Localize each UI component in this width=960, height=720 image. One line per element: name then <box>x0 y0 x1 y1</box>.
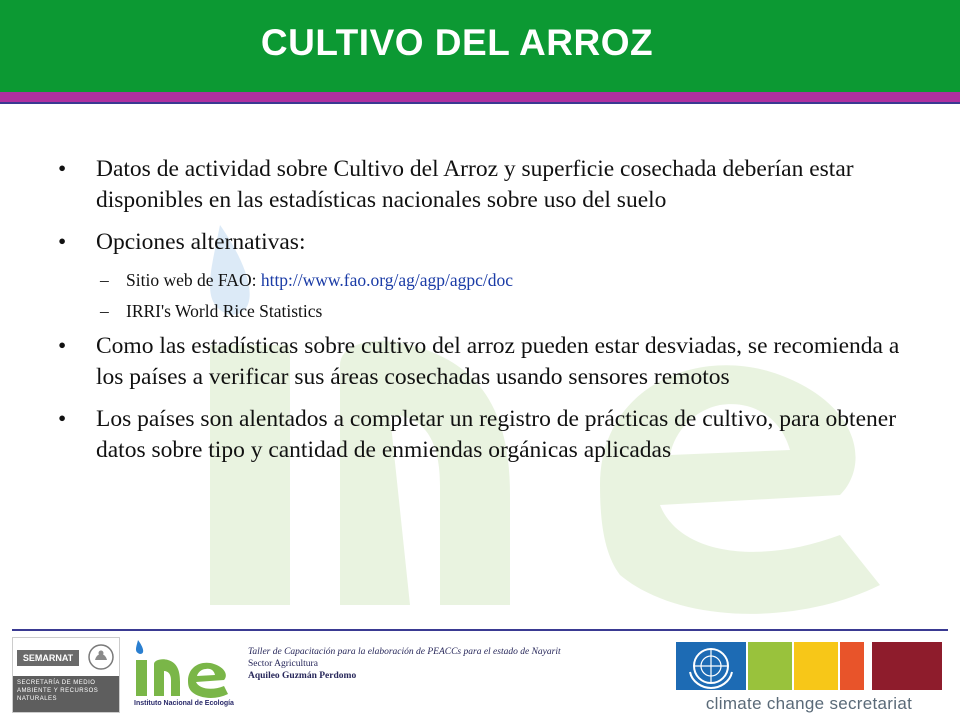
footer-sector-line: Sector Agricultura <box>248 659 318 669</box>
sub-bullet-text: Sitio web de FAO: <box>126 270 261 290</box>
un-block <box>676 642 746 690</box>
footer-workshop-line: Taller de Capacitación para la elaboración de PEACCs para el estado de Nayarit <box>248 647 561 657</box>
slide-content <box>56 154 926 477</box>
bullet-text: Los países son alentados a completar un registro de prácticas de cultivo, para obtener datos sobre tipo y cantidad de enmiendas orgánicas aplicadas <box>96 406 897 463</box>
orange-block <box>840 642 864 690</box>
mexico-seal-icon <box>87 642 115 672</box>
un-emblem-icon <box>676 642 746 690</box>
fao-link[interactable]: http://www.fao.org/ag/agp/agpc/doc <box>260 270 514 290</box>
bullet-marker: • <box>58 333 67 359</box>
ine-caption: Instituto Nacional de Ecología <box>134 700 234 707</box>
footer-author-line: Aquileo Guzmán Perdomo <box>248 671 357 681</box>
header-blue-line <box>0 102 960 104</box>
semarnat-tag: SEMARNAT <box>17 650 79 666</box>
slide-header <box>0 0 960 92</box>
bullet-item <box>56 227 926 258</box>
bullet-item <box>56 154 926 216</box>
dash-marker: – <box>100 270 109 290</box>
green-block <box>748 642 792 690</box>
bullet-marker: • <box>58 229 67 255</box>
climate-change-secretariat-logo <box>676 642 942 718</box>
sub-bullet-text: IRRI's World Rice Statistics <box>126 301 323 321</box>
sub-bullet-item <box>56 300 926 322</box>
ccs-label: climate change secretariat <box>705 694 913 713</box>
bullet-marker: • <box>58 406 67 432</box>
bullet-item <box>56 331 926 393</box>
slide-title: CULTIVO DEL ARROZ <box>260 22 654 63</box>
bullet-text: Como las estadísticas sobre cultivo del arroz pueden estar desviadas, se recomienda a los países a verificar sus áreas cosechadas usando sensores remotos <box>96 333 900 390</box>
header-purple-band <box>0 92 960 102</box>
yellow-block <box>794 642 838 690</box>
bullet-text: Opciones alternativas: <box>96 229 306 255</box>
bullet-text: Datos de actividad sobre Cultivo del Arroz y superficie cosechada deberían estar disponibles en las estadísticas nacionales sobre uso del suelo <box>96 156 854 213</box>
dash-marker: – <box>100 301 109 321</box>
gap-block <box>864 642 870 690</box>
bullet-item <box>56 404 926 466</box>
semarnat-subtitle: SECRETARÍA DE MEDIO AMBIENTE Y RECURSOS NATURALES <box>13 676 119 712</box>
sub-bullet-item <box>56 269 926 291</box>
semarnat-logo-top <box>13 638 119 676</box>
semarnat-logo <box>12 637 120 713</box>
footer-divider <box>12 629 948 631</box>
bullet-marker: • <box>58 156 67 182</box>
footer-credits <box>248 646 561 682</box>
maroon-block <box>872 642 942 690</box>
